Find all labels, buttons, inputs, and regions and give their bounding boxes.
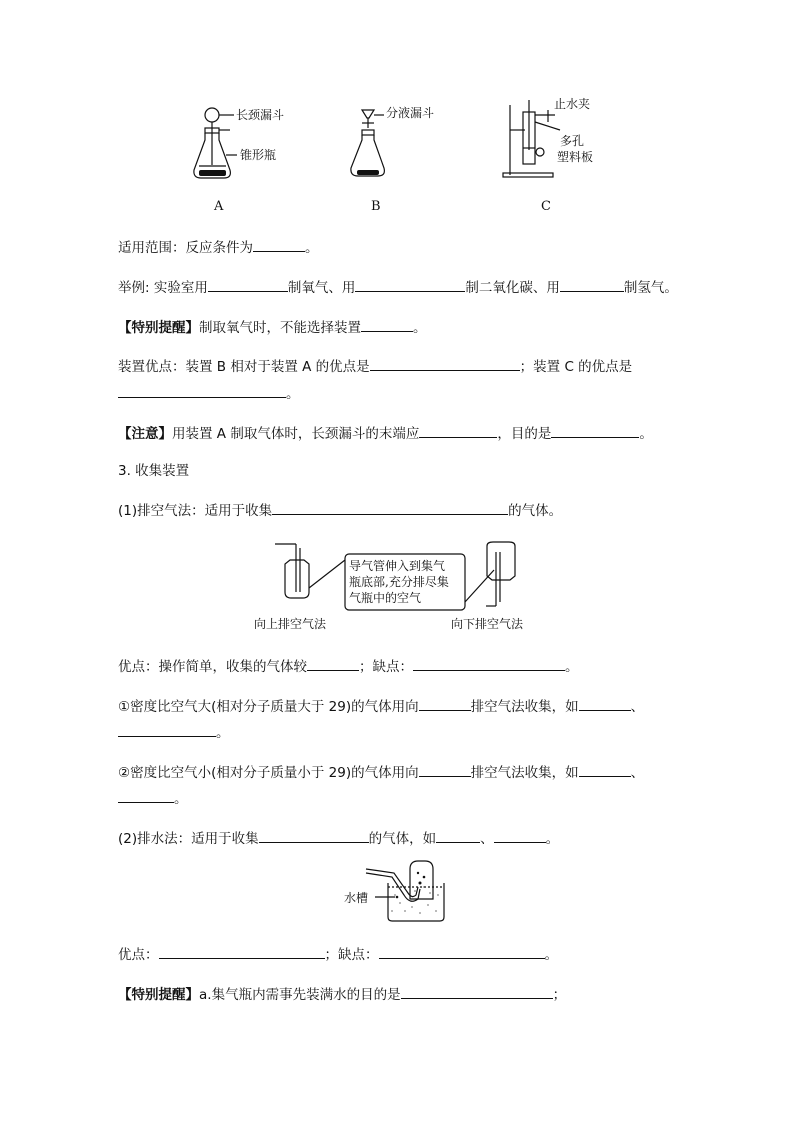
plate-label-c-2: 塑料板 [557, 150, 594, 164]
example-line: 举例: 实验室用 制氧气、用 制二氧化碳、用 制氢气。 [118, 277, 678, 297]
caption-downward: 向下排空气法 [451, 617, 524, 631]
blank[interactable] [259, 828, 369, 843]
blank[interactable] [118, 788, 174, 803]
air-method-line: (1)排空气法：适用于收集 的气体。 [118, 500, 562, 520]
funnel-label-b: 分液漏斗 [386, 106, 435, 120]
item1-line-2: 。 [118, 722, 230, 742]
air-collection-figure [0, 530, 794, 650]
blank[interactable] [419, 762, 471, 777]
water-method-line: (2)排水法：适用于收集 的气体，如 、 。 [118, 828, 559, 848]
blank[interactable] [413, 656, 565, 671]
callout-text-1: 导气管伸入到集气 [349, 559, 446, 573]
reminder1-line: 【特别提醒】制取氧气时，不能选择装置 。 [118, 317, 427, 337]
apparatus-b-letter: B [371, 199, 381, 214]
blank[interactable] [379, 944, 545, 959]
air-pros-line: 优点：操作简单，收集的气体较 ；缺点： 。 [118, 656, 579, 676]
item2-line-2: 。 [118, 788, 188, 808]
callout-text-3: 气瓶中的空气 [349, 591, 422, 605]
note-line: 【注意】用装置 A 制取气体时，长颈漏斗的末端应 ，目的是 。 [118, 423, 653, 443]
blank[interactable] [419, 423, 497, 438]
blank[interactable] [494, 828, 546, 843]
blank[interactable] [159, 944, 325, 959]
blank[interactable] [118, 383, 286, 398]
blank[interactable] [272, 500, 508, 515]
blank[interactable] [419, 696, 471, 711]
reminder2-line: 【特别提醒】a.集气瓶内需事先装满水的目的是 ； [118, 984, 566, 1004]
apparatus-figure [0, 0, 794, 200]
blank[interactable] [579, 696, 631, 711]
scope-line: 适用范围：反应条件为 。 [118, 237, 319, 257]
blank[interactable] [401, 984, 553, 999]
blank[interactable] [436, 828, 480, 843]
advantage-line: 装置优点：装置 B 相对于装置 A 的优点是 ；装置 C 的优点是 [118, 356, 632, 376]
blank[interactable] [307, 656, 359, 671]
apparatus-b-drawing [351, 110, 385, 176]
caption-upward: 向上排空气法 [254, 617, 327, 631]
blank[interactable] [208, 277, 288, 292]
item2-line: ②密度比空气小(相对分子质量小于 29)的气体用向 排空气法收集，如 、 [118, 762, 644, 782]
water-collection-figure [0, 855, 794, 935]
advantage-line-2: 。 [118, 383, 300, 403]
funnel-label-a: 长颈漏斗 [236, 108, 285, 122]
blank[interactable] [355, 277, 465, 292]
blank[interactable] [560, 277, 624, 292]
plate-label-c-1: 多孔 [560, 134, 585, 148]
blank[interactable] [118, 722, 216, 737]
flask-label-a: 锥形瓶 [240, 148, 277, 162]
water-pros-line: 优点： ；缺点： 。 [118, 944, 558, 964]
blank[interactable] [361, 317, 413, 332]
blank[interactable] [253, 237, 305, 252]
blank[interactable] [579, 762, 631, 777]
blank[interactable] [370, 356, 520, 371]
trough-label: 水槽 [344, 891, 369, 905]
apparatus-a-letter: A [214, 199, 224, 214]
apparatus-a-drawing [194, 108, 237, 178]
blank[interactable] [551, 423, 639, 438]
callout-text-2: 瓶底部,充分排尽集 [349, 575, 449, 589]
item1-line: ①密度比空气大(相对分子质量大于 29)的气体用向 排空气法收集，如 、 [118, 696, 644, 716]
apparatus-c-letter: C [541, 199, 551, 214]
apparatus-c-drawing [503, 100, 560, 177]
section3-title: 3. 收集装置 [118, 463, 190, 479]
clamp-label-c: 止水夹 [554, 97, 591, 111]
